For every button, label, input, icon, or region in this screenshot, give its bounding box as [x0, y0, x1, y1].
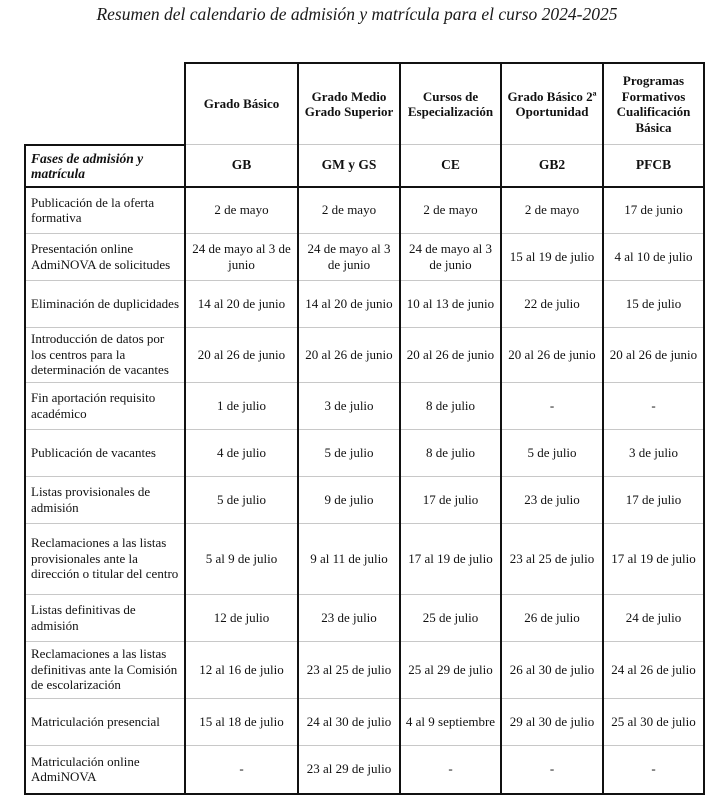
table-row [25, 280, 704, 327]
date-cell: - [501, 382, 603, 429]
table-row [25, 476, 704, 523]
table-row [25, 745, 704, 794]
table-row [25, 698, 704, 745]
date-cell: 25 al 29 de julio [400, 641, 501, 698]
date-cell: 4 al 9 septiembre [400, 698, 501, 745]
document-title: Resumen del calendario de admisión y matrícula para el curso 2024-2025 [96, 4, 618, 24]
date-cell: 14 al 20 de junio [185, 280, 298, 327]
date-cell: 20 al 26 de junio [400, 327, 501, 382]
table-body [25, 187, 704, 794]
date-cell: 22 de julio [501, 280, 603, 327]
table-row [25, 523, 704, 594]
date-cell: - [400, 745, 501, 794]
date-cell: 24 de mayo al 3 de junio [185, 233, 298, 280]
date-cell: 5 de julio [185, 476, 298, 523]
phase-cell: Fin aportación requisito académico [25, 382, 185, 429]
date-cell: 20 al 26 de junio [603, 327, 704, 382]
date-cell: 12 al 16 de julio [185, 641, 298, 698]
date-cell: 2 de mayo [298, 187, 400, 234]
column-names-row [25, 63, 704, 145]
phase-cell: Reclamaciones a las listas provisionales ante la dirección o titular del centro [25, 523, 185, 594]
date-cell: 10 al 13 de junio [400, 280, 501, 327]
date-cell: 17 de julio [400, 476, 501, 523]
column-header-abbr: GB2 [501, 145, 603, 187]
date-cell: 17 de julio [603, 476, 704, 523]
date-cell: 1 de julio [185, 382, 298, 429]
date-cell: 24 de mayo al 3 de junio [298, 233, 400, 280]
date-cell: 2 de mayo [501, 187, 603, 234]
admission-calendar-table [24, 62, 705, 795]
date-cell: 9 de julio [298, 476, 400, 523]
date-cell: - [185, 745, 298, 794]
date-cell: 14 al 20 de junio [298, 280, 400, 327]
phase-column-header: Fases de admisión y matrícula [25, 145, 185, 187]
date-cell: 15 de julio [603, 280, 704, 327]
column-header-name: Grado Básico 2ª Oportunidad [501, 63, 603, 145]
column-header-abbr: GB [185, 145, 298, 187]
column-header-abbr: GM y GS [298, 145, 400, 187]
column-header-name: Grado Básico [185, 63, 298, 145]
phase-cell: Publicación de vacantes [25, 429, 185, 476]
column-header-name: Grado Medio Grado Superior [298, 63, 400, 145]
phase-cell: Matriculación presencial [25, 698, 185, 745]
phase-cell: Publicación de la oferta formativa [25, 187, 185, 234]
date-cell: 8 de julio [400, 382, 501, 429]
date-cell: 24 al 26 de julio [603, 641, 704, 698]
date-cell: 9 al 11 de julio [298, 523, 400, 594]
table-row [25, 233, 704, 280]
date-cell: 3 de julio [298, 382, 400, 429]
table-row [25, 641, 704, 698]
date-cell: 3 de julio [603, 429, 704, 476]
column-header-name: Programas Formativos Cualificación Básica [603, 63, 704, 145]
date-cell: 15 al 18 de julio [185, 698, 298, 745]
date-cell: 25 de julio [400, 594, 501, 641]
date-cell: 20 al 26 de junio [298, 327, 400, 382]
date-cell: 23 al 29 de julio [298, 745, 400, 794]
table-row [25, 594, 704, 641]
date-cell: 17 de junio [603, 187, 704, 234]
phase-cell: Eliminación de duplicidades [25, 280, 185, 327]
date-cell: 23 al 25 de julio [298, 641, 400, 698]
date-cell: 2 de mayo [185, 187, 298, 234]
date-cell: 26 al 30 de julio [501, 641, 603, 698]
date-cell: 24 al 30 de julio [298, 698, 400, 745]
empty-corner-cell [25, 63, 185, 145]
date-cell: 5 al 9 de julio [185, 523, 298, 594]
column-header-abbr: PFCB [603, 145, 704, 187]
date-cell: 5 de julio [298, 429, 400, 476]
date-cell: 5 de julio [501, 429, 603, 476]
date-cell: 4 al 10 de julio [603, 233, 704, 280]
phase-cell: Presentación online AdmiNOVA de solicitudes [25, 233, 185, 280]
date-cell: 4 de julio [185, 429, 298, 476]
table-row [25, 327, 704, 382]
date-cell: 26 de julio [501, 594, 603, 641]
phase-cell: Introducción de datos por los centros para la determinación de vacantes [25, 327, 185, 382]
column-header-name: Cursos de Especialización [400, 63, 501, 145]
table-row [25, 187, 704, 234]
date-cell: 20 al 26 de junio [185, 327, 298, 382]
date-cell: 17 al 19 de julio [400, 523, 501, 594]
phase-cell: Listas provisionales de admisión [25, 476, 185, 523]
date-cell: 8 de julio [400, 429, 501, 476]
phase-cell: Matriculación online AdmiNOVA [25, 745, 185, 794]
table-row [25, 429, 704, 476]
column-abbr-row [25, 145, 704, 187]
column-header-abbr: CE [400, 145, 501, 187]
phase-cell: Reclamaciones a las listas definitivas ante la Comisión de escolarización [25, 641, 185, 698]
date-cell: 17 al 19 de julio [603, 523, 704, 594]
date-cell: 23 de julio [501, 476, 603, 523]
date-cell: 2 de mayo [400, 187, 501, 234]
table-row [25, 382, 704, 429]
date-cell: - [501, 745, 603, 794]
date-cell: 29 al 30 de julio [501, 698, 603, 745]
date-cell: - [603, 745, 704, 794]
date-cell: 15 al 19 de julio [501, 233, 603, 280]
date-cell: 24 de mayo al 3 de junio [400, 233, 501, 280]
date-cell: 20 al 26 de junio [501, 327, 603, 382]
date-cell: 24 de julio [603, 594, 704, 641]
phase-cell: Listas definitivas de admisión [25, 594, 185, 641]
date-cell: 12 de julio [185, 594, 298, 641]
date-cell: - [603, 382, 704, 429]
date-cell: 23 de julio [298, 594, 400, 641]
date-cell: 25 al 30 de julio [603, 698, 704, 745]
date-cell: 23 al 25 de julio [501, 523, 603, 594]
